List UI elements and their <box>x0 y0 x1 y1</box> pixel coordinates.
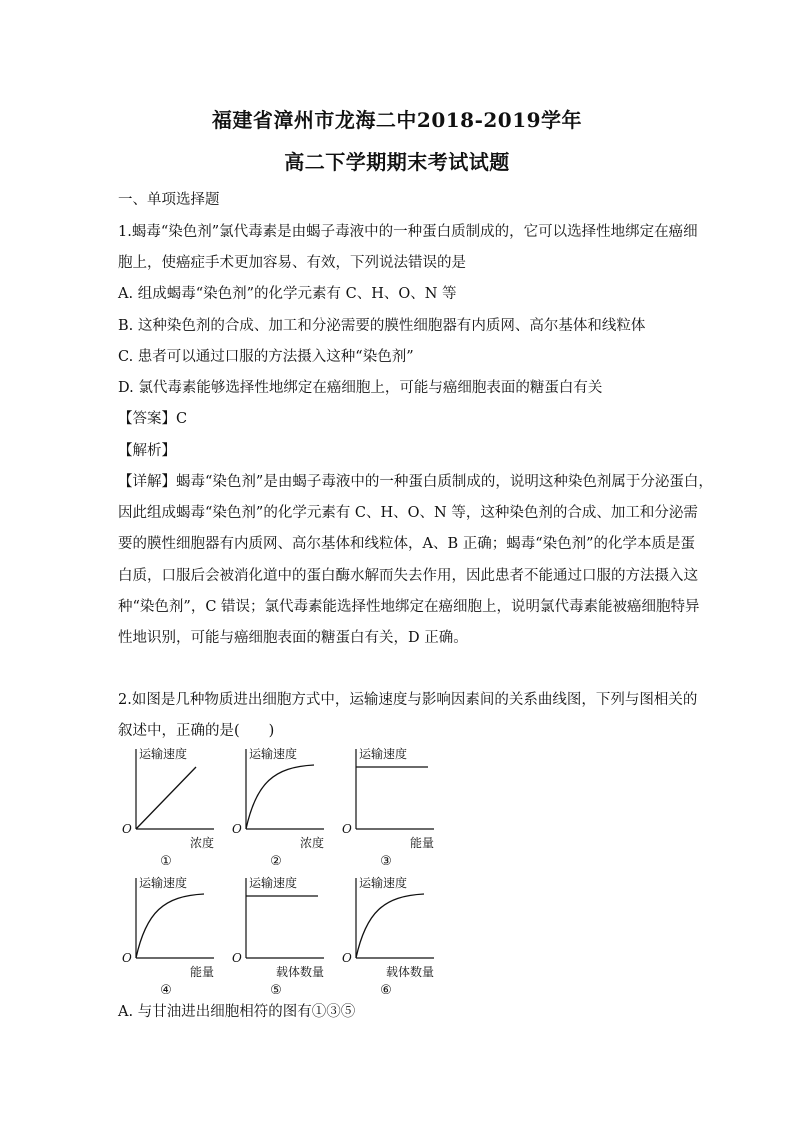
chart-2 <box>228 743 338 865</box>
q1-stem-line: 胞上，使癌症手术更加容易、有效，下列说法错误的是 <box>118 255 466 271</box>
rate-curve <box>136 894 204 958</box>
chart-number: ④ <box>160 983 172 994</box>
q1-explanation-line: 因此组成蝎毒“染色剂”的化学元素有 C、H、O、N 等，这种染色剂的合成、加工和分泌需 <box>118 505 698 521</box>
chart-number: ① <box>160 854 172 865</box>
chart-4 <box>118 872 228 994</box>
chart-number: ⑤ <box>270 983 282 994</box>
x-axis-label: 载体数量 <box>385 965 434 979</box>
q1-option-b: B. 这种染色剂的合成、加工和分泌需要的膜性细胞器有内质网、高尔基体和线粒体 <box>118 318 646 334</box>
y-axis-label: 运输速度 <box>139 876 188 890</box>
q1-option-d: D. 氯代毒素能够选择性地绑定在癌细胞上，可能与癌细胞表面的糖蛋白有关 <box>118 380 603 396</box>
q1-explanation-line: 种“染色剂”，C 错误；氯代毒素能选择性地绑定在癌细胞上，说明氯代毒素能被癌细胞特异 <box>118 599 700 615</box>
q2-option-a: A. 与甘油进出细胞相符的图有①③⑤ <box>118 1004 356 1020</box>
q1-option-a: A. 组成蝎毒“染色剂”的化学元素有 C、H、O、N 等 <box>118 286 457 302</box>
y-axis-label: 运输速度 <box>359 747 408 761</box>
origin-label: O <box>122 822 132 836</box>
rate-curve <box>136 767 196 829</box>
y-axis-label: 运输速度 <box>249 876 298 890</box>
q1-stem-line: 1.蝎毒“染色剂”氯代毒素是由蝎子毒液中的一种蛋白质制成的，它可以选择性地绑定在癌细 <box>118 224 698 240</box>
q1-answer: 【答案】C <box>118 411 188 427</box>
chart-number: ③ <box>380 854 392 865</box>
chart-5 <box>228 872 338 994</box>
q2-stem-line: 叙述中，正确的是( ) <box>118 723 275 739</box>
origin-label: O <box>232 951 242 965</box>
x-axis-label: 浓度 <box>189 836 214 850</box>
origin-label: O <box>342 822 352 836</box>
q1-explanation-line: 要的膜性细胞器有内质网、高尔基体和线粒体，A、B 正确；蝎毒“染色剂”的化学本质是蛋 <box>118 536 696 552</box>
chart-3 <box>338 743 448 865</box>
x-axis-label: 能量 <box>409 836 434 850</box>
origin-label: O <box>232 822 242 836</box>
q2-stem-line: 2.如图是几种物质进出细胞方式中，运输速度与影响因素间的关系曲线图，下列与图相关的 <box>118 692 698 708</box>
x-axis-label: 浓度 <box>299 836 324 850</box>
q1-analysis-label: 【解析】 <box>118 443 176 459</box>
rate-curve <box>246 765 314 829</box>
q1-option-c: C. 患者可以通过口服的方法摄入这种“染色剂” <box>118 349 414 365</box>
section-heading: 一、单项选择题 <box>118 192 220 208</box>
origin-label: O <box>122 951 132 965</box>
chart-number: ⑥ <box>380 983 392 994</box>
y-axis-label: 运输速度 <box>249 747 298 761</box>
title-line-2: 高二下学期期末考试试题 <box>284 150 510 174</box>
chart-6 <box>338 872 448 994</box>
title-line-1: 福建省漳州市龙海二中2018-2019学年 <box>211 108 583 132</box>
x-axis-label: 能量 <box>189 965 214 979</box>
x-axis-label: 载体数量 <box>275 965 324 979</box>
q1-explanation-line: 性地识别，可能与癌细胞表面的糖蛋白有关，D 正确。 <box>118 630 468 646</box>
chart-number: ② <box>270 854 282 865</box>
chart-1 <box>118 743 228 865</box>
y-axis-label: 运输速度 <box>139 747 188 761</box>
rate-curve <box>356 894 424 958</box>
origin-label: O <box>342 951 352 965</box>
q1-explanation-line: 白质，口服后会被消化道中的蛋白酶水解而失去作用，因此患者不能通过口服的方法摄入这 <box>118 568 698 584</box>
y-axis-label: 运输速度 <box>359 876 408 890</box>
q1-explanation-line: 【详解】蝎毒“染色剂”是由蝎子毒液中的一种蛋白质制成的，说明这种染色剂属于分泌蛋白， <box>118 474 713 490</box>
